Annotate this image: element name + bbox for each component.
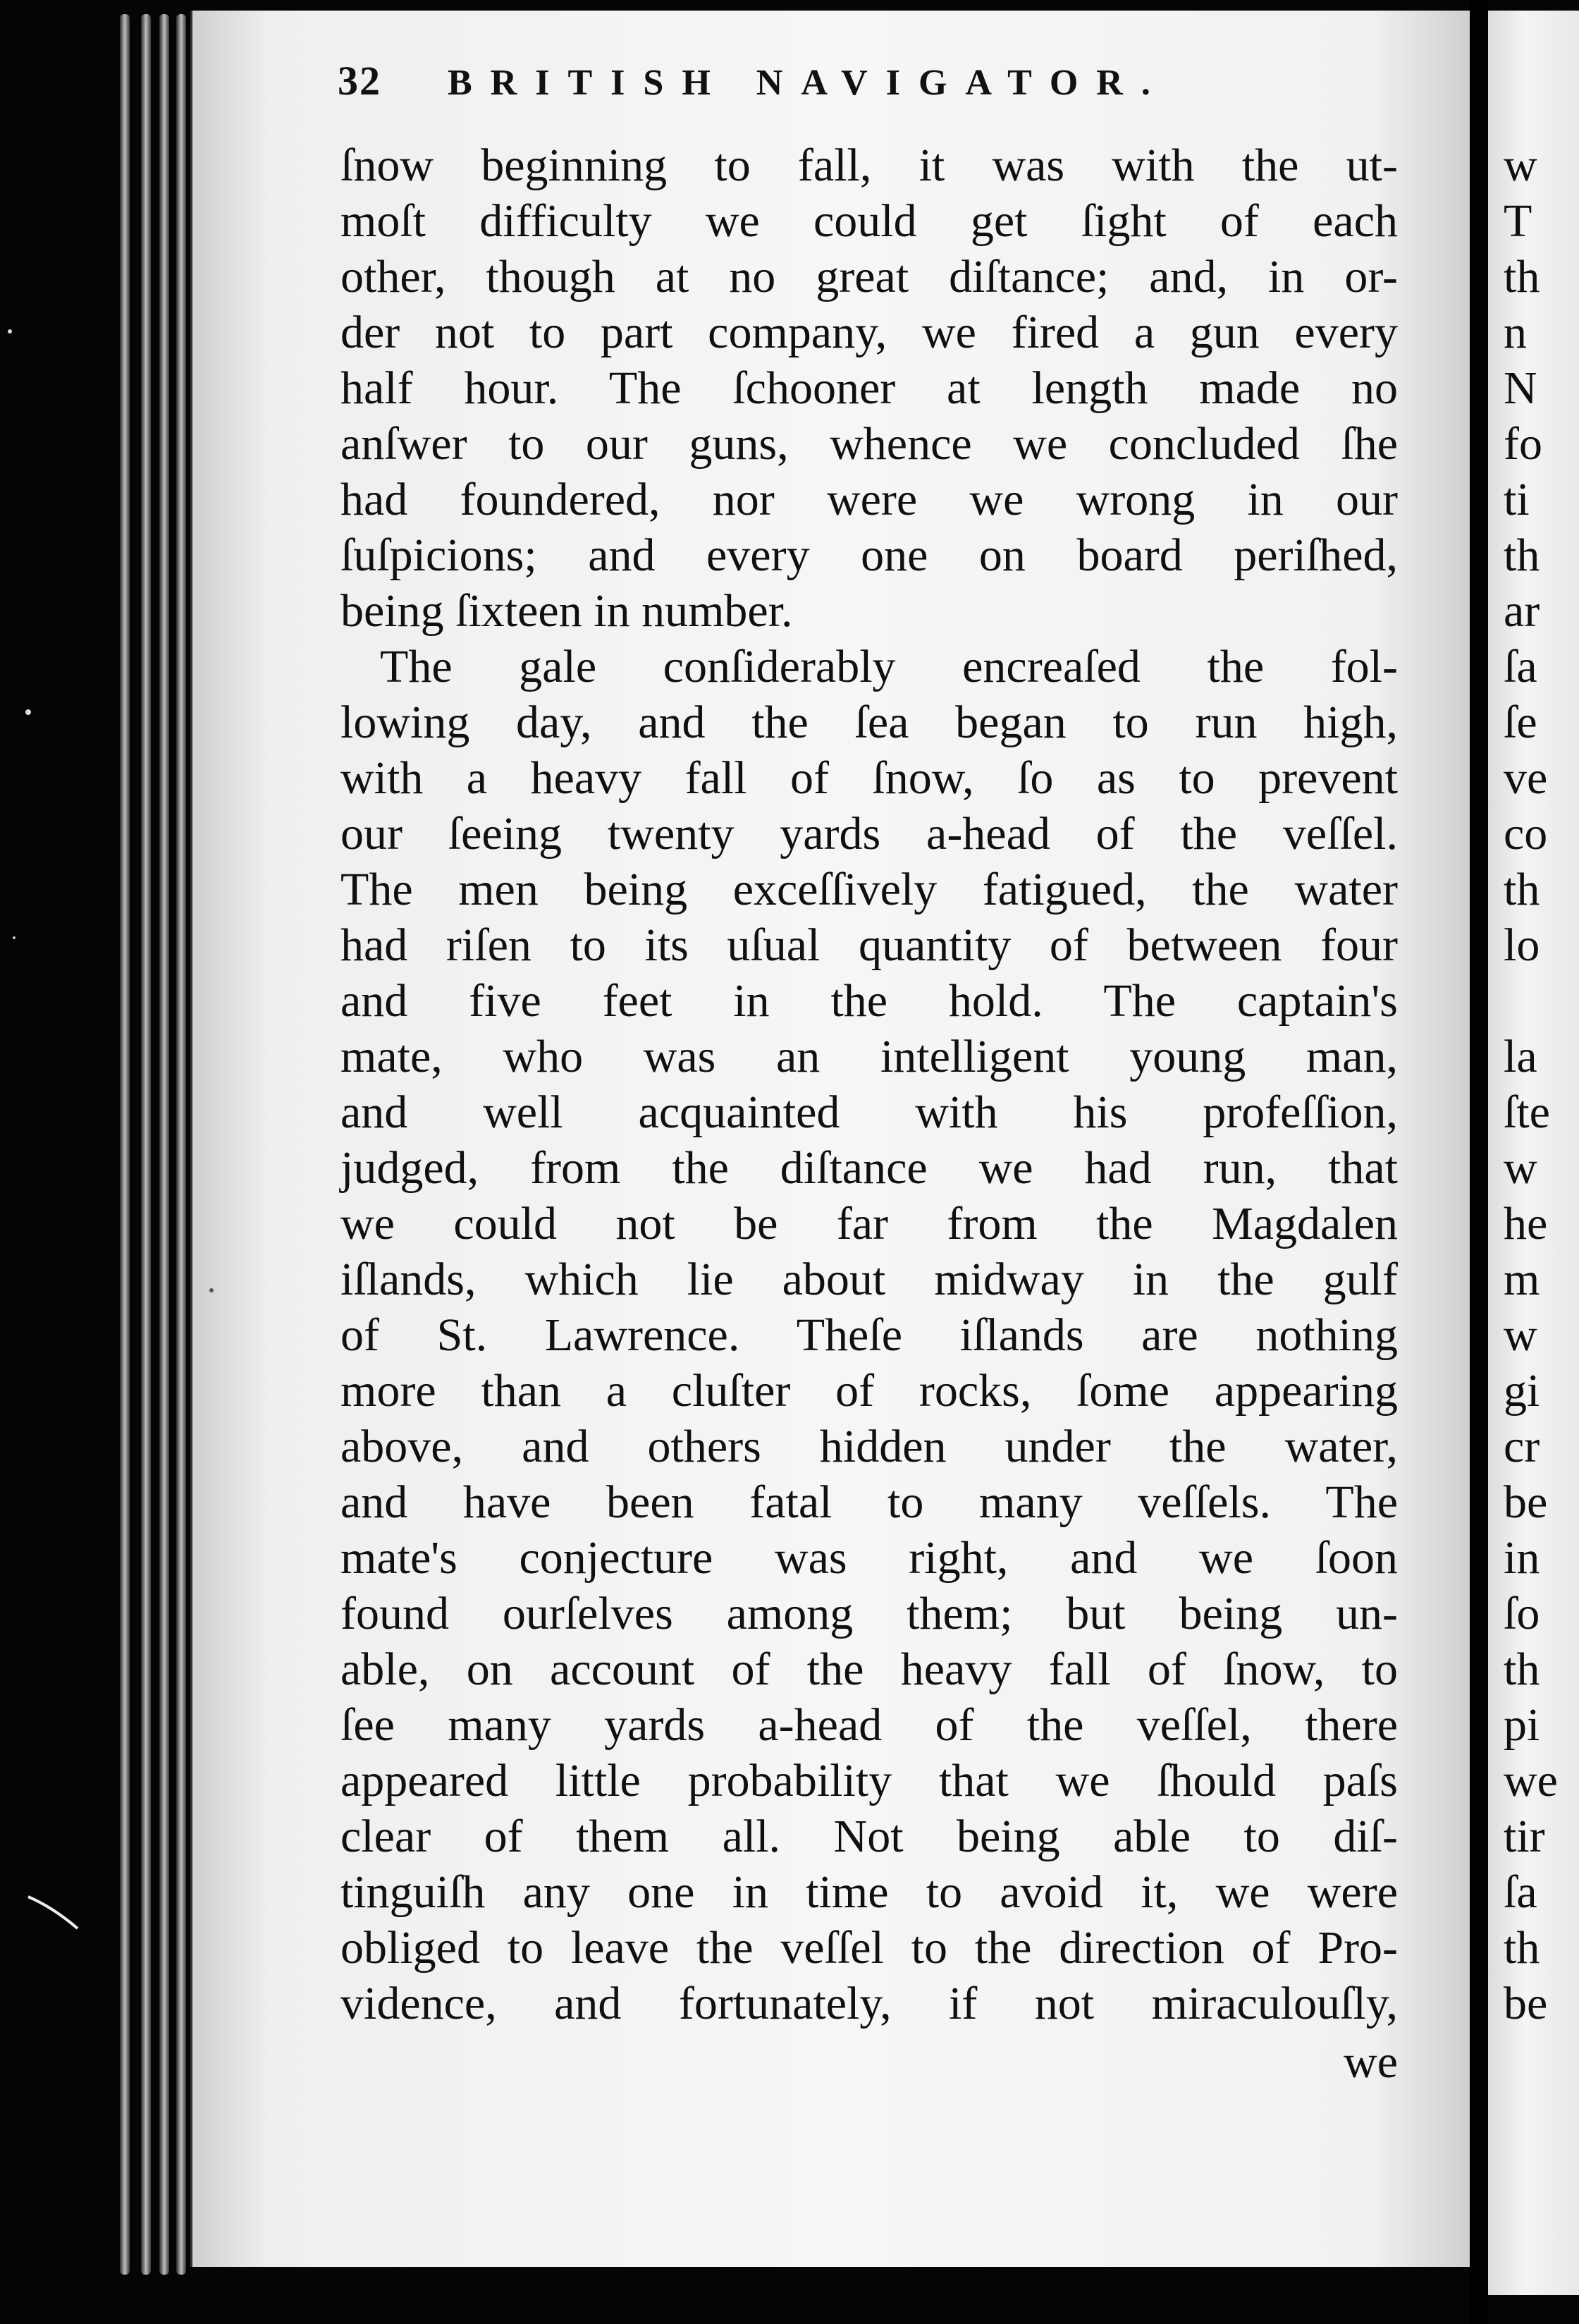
text-fragment: ſa [1504, 1866, 1537, 1918]
text-fragment: N [1504, 362, 1537, 414]
gutter [1470, 0, 1488, 2324]
text-fragment: th [1504, 864, 1540, 915]
text-fragment: T [1504, 195, 1532, 247]
text-line: half hour. The ſchooner at length made no [340, 362, 1398, 414]
text-fragment [1504, 973, 1558, 1029]
text-fragment: th [1504, 530, 1540, 581]
page-number: 32 [338, 58, 381, 104]
page-edge [141, 14, 151, 2275]
text-fragment: ſte [1504, 1087, 1550, 1138]
text-fragment: he [1504, 1198, 1548, 1249]
text-fragment: ſe [1504, 697, 1537, 748]
text-fragment: ar [1504, 585, 1540, 637]
text-fragment: ve [1504, 752, 1548, 804]
text-line: iſlands, which lie about midway in the gulf [340, 1254, 1398, 1305]
text-fragment: pi [1504, 1699, 1540, 1751]
paragraph-first-line: The gale conſiderably encreaſed the fol- [380, 641, 1398, 692]
text-line: mate's conjecture was right, and we ſoon [340, 1532, 1398, 1584]
facing-page-text [1504, 137, 1558, 2031]
text-line: appeared little probability that we ſhould paſs [340, 1755, 1398, 1806]
text-line: our ſeeing twenty yards a-head of the veſſel. [340, 808, 1398, 860]
text-line: other, though at no great diſtance; and, in or- [340, 251, 1398, 302]
text-line: tinguiſh any one in time to avoid it, we were [340, 1866, 1398, 1918]
text-fragment: tir [1504, 1811, 1545, 1862]
text-line: ſnow beginning to fall, it was with the ut- [340, 140, 1398, 191]
text-fragment: n [1504, 307, 1527, 358]
text-line: of St. Lawrence. Theſe iſlands are nothing [340, 1309, 1398, 1361]
text-line: ſee many yards a-head of the veſſel, there [340, 1699, 1398, 1751]
text-line: had riſen to its uſual quantity of between four [340, 919, 1398, 971]
text-fragment: we [1504, 1755, 1558, 1806]
page-edge [120, 14, 130, 2275]
text-line: had foundered, nor were we wrong in our [340, 474, 1398, 525]
text-fragment: w [1504, 1309, 1537, 1361]
text-fragment: th [1504, 251, 1540, 302]
text-line: with a heavy fall of ſnow, ſo as to prevent [340, 752, 1398, 804]
text-line: The men being exceſſively fatigued, the water [340, 864, 1398, 915]
text-line: lowing day, and the ſea began to run high, [340, 697, 1398, 748]
text-line: moſt difficulty we could get ſight of each [340, 195, 1398, 247]
text-line: being ſixteen in number. [340, 585, 793, 637]
text-fragment: ſo [1504, 1588, 1540, 1639]
text-line: and well acquainted with his profeſſion, [340, 1087, 1398, 1138]
text-fragment: lo [1504, 919, 1540, 971]
page-edge [176, 14, 186, 2275]
text-fragment: ſa [1504, 641, 1537, 692]
text-line: found ourſelves among them; but being un- [340, 1588, 1398, 1639]
text-line: anſwer to our guns, whence we concluded ſhe [340, 418, 1398, 470]
text-fragment: be [1504, 1978, 1548, 2029]
text-line: obliged to leave the veſſel to the direction of Pro- [340, 1922, 1398, 1974]
text-line: vidence, and fortunately, if not miraculouſly, [340, 1978, 1398, 2029]
text-fragment: co [1504, 808, 1548, 860]
text-fragment: w [1504, 1142, 1537, 1194]
book-page [190, 11, 1472, 2267]
text-line: and five feet in the hold. The captain's [340, 975, 1398, 1027]
text-line: more than a cluſter of rocks, ſome appearing [340, 1365, 1398, 1417]
text-line: above, and others hidden under the water, [340, 1421, 1398, 1472]
text-line: mate, who was an intelligent young man, [340, 1031, 1398, 1082]
text-line: and have been fatal to many veſſels. The [340, 1476, 1398, 1528]
text-line: able, on account of the heavy fall of ſnow, to [340, 1644, 1398, 1695]
text-fragment: fo [1504, 418, 1542, 470]
page-edge [159, 14, 169, 2275]
facing-page-edge [1488, 11, 1579, 2295]
text-fragment: th [1504, 1922, 1540, 1974]
text-fragment: cr [1504, 1421, 1540, 1472]
text-fragment: in [1504, 1532, 1540, 1584]
text-fragment: ti [1504, 474, 1530, 525]
running-head [338, 57, 1494, 104]
running-title: BRITISH NAVIGATOR. [448, 63, 1169, 103]
text-line: clear of them all. Not being able to diſ- [340, 1811, 1398, 1862]
text-line: judged, from the diſtance we had run, that [340, 1142, 1398, 1194]
text-fragment: la [1504, 1031, 1537, 1082]
text-fragment: gi [1504, 1365, 1540, 1417]
catchword: we [1344, 2036, 1398, 2088]
text-fragment: th [1504, 1644, 1540, 1695]
text-fragment: be [1504, 1476, 1548, 1528]
text-fragment: w [1504, 140, 1537, 191]
body-text [340, 137, 1398, 2090]
text-line: we could not be far from the Magdalen [340, 1198, 1398, 1249]
text-line: der not to part company, we fired a gun every [340, 307, 1398, 358]
text-line: ſuſpicions; and every one on board periſhed, [340, 530, 1398, 581]
text-fragment: m [1504, 1254, 1540, 1305]
